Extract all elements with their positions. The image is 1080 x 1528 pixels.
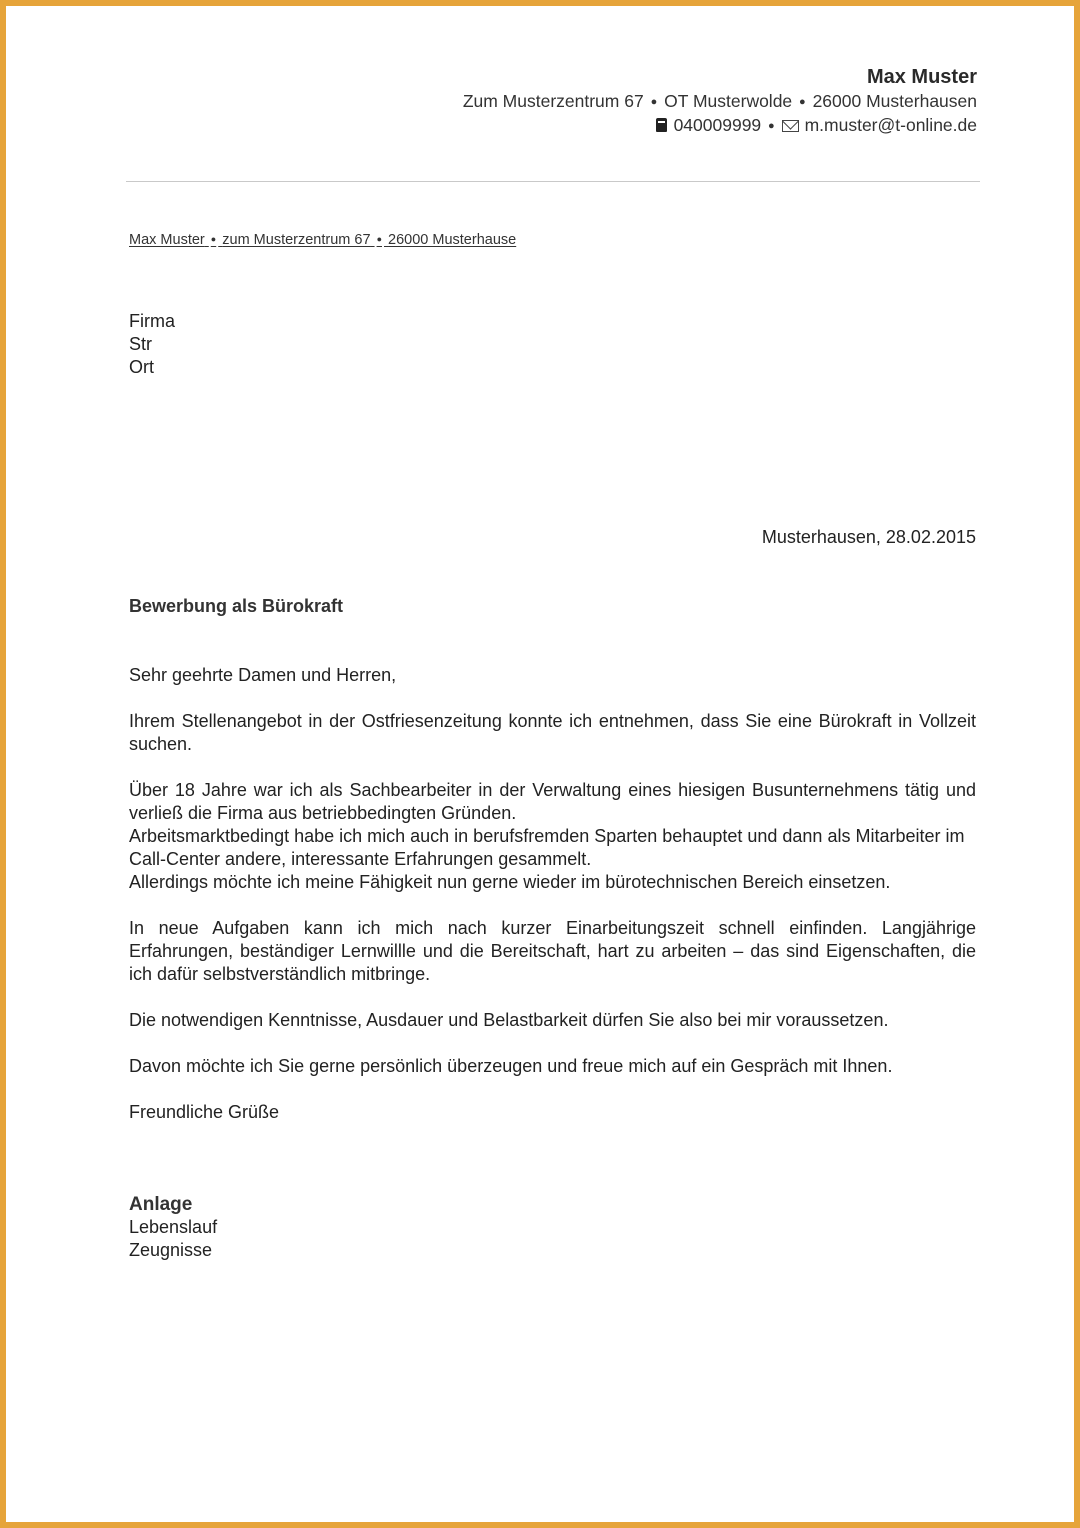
paragraph-3: In neue Aufgaben kann ich mich nach kurzer Einarbeitungszeit schnell einfinden. Langjährige Erfahrungen, beständiger Lernwillle und die Bereitschaft, hart zu arbeiten – das sind Eigenschaften, die ich dafür selbstverständlich mitbringe.	[129, 918, 976, 984]
sender-name: Max Muster	[866, 66, 977, 88]
return-city: 26000 Musterhause	[388, 232, 517, 248]
paragraph-4: Die notwendigen Kenntnisse, Ausdauer und Belastbarkeit dürfen Sie also bei mir voraussetzen.	[129, 1010, 889, 1030]
salutation: Sehr geehrte Damen und Herren,	[129, 665, 397, 685]
paragraph-5: Davon möchte ich Sie gerne persönlich überzeugen und freue mich auf ein Gespräch mit Ihnen.	[129, 1056, 893, 1076]
email-address: m.muster@t-online.de	[804, 115, 977, 135]
phone-number: 040009999	[673, 115, 762, 135]
letter-subject: Bewerbung als Bürokraft	[129, 596, 344, 616]
recipient-city: Ort	[129, 357, 154, 377]
attachment-item: Lebenslauf	[129, 1217, 218, 1237]
paragraph-2-line-1: Über 18 Jahre war ich als Sachbearbeiter in der Verwaltung eines hiesigen Busunternehmens tätig und verließ die Firma aus betriebbedingten Gründen.	[129, 780, 976, 823]
bullet-separator: ●	[799, 96, 806, 108]
bullet-separator: ●	[376, 234, 382, 244]
paragraph-1: Ihrem Stellenangebot in der Ostfriesenzeitung konnte ich entnehmen, dass Sie eine Bürokraft in Vollzeit suchen.	[129, 711, 976, 754]
bullet-separator: ●	[210, 234, 217, 244]
recipient-company: Firma	[129, 311, 175, 331]
recipient-street: Str	[129, 334, 153, 354]
bullet-separator: ●	[650, 96, 658, 108]
address-street: Zum Musterzentrum 67	[462, 91, 644, 111]
attachment-item: Zeugnisse	[129, 1240, 213, 1260]
address-district: OT Musterwolde	[664, 91, 793, 111]
closing: Freundliche Grüße	[129, 1102, 280, 1122]
paragraph-2-line-3: Allerdings möchte ich meine Fähigkeit nun gerne wieder im bürotechnischen Bereich einsetzen.	[129, 872, 891, 892]
place-and-date: Musterhausen, 28.02.2015	[761, 527, 976, 547]
paragraph-2-line-2: Arbeitsmarktbedingt habe ich mich auch in berufsfremden Sparten behauptet und dann als Mitarbeiter im Call-Center andere, interessante Erfahrungen gesammelt.	[129, 826, 965, 869]
return-name: Max Muster	[129, 232, 205, 248]
bullet-separator: ●	[768, 120, 775, 132]
attachments-title: Anlage	[129, 1194, 193, 1215]
return-street: zum Musterzentrum 67	[222, 232, 371, 248]
address-city: 26000 Musterhausen	[812, 91, 977, 111]
